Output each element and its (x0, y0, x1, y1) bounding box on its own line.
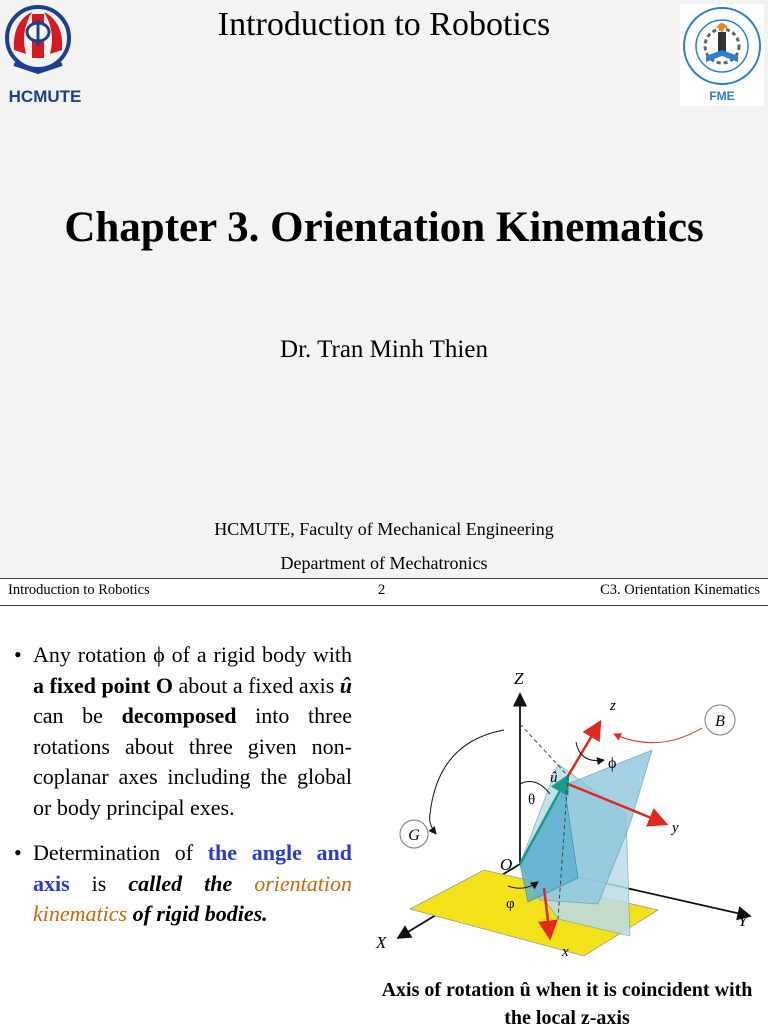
author-name: Dr. Tran Minh Thien (280, 336, 488, 363)
label-Y: Y (738, 911, 748, 930)
slide-footer (0, 578, 768, 606)
bullet-dot: • (14, 840, 22, 865)
label-B: B (715, 713, 725, 730)
content-bullets (12, 640, 352, 930)
svg-text:FME: FME (709, 89, 735, 103)
label-Z: Z (514, 669, 524, 688)
label-phi: ϕ (608, 755, 617, 772)
department-name: Department of Mechatronics (280, 553, 488, 573)
chapter-title: Chapter 3. Orientation Kinematics (64, 204, 704, 251)
footer-chapter: C3. Orientation Kinematics (600, 582, 760, 598)
b-connector (614, 728, 702, 743)
label-X: X (376, 933, 387, 952)
label-varphi: φ (506, 896, 515, 912)
label-x: x (562, 944, 569, 960)
local-z-axis (568, 722, 600, 776)
label-y: y (672, 820, 679, 836)
bullet-rotation-decomposition: • Any rotation ϕ of a rigid body with a fixed point O about a fixed axis û can be decomposed into three rotations about three given non-coplanar axes including the global or body principal exes. (14, 642, 353, 820)
label-theta: θ (528, 792, 536, 808)
bullet-dot: • (14, 642, 22, 667)
label-O: O (500, 855, 513, 874)
course-title: Introduction to Robotics (217, 6, 551, 43)
footer-course: Introduction to Robotics (8, 582, 150, 598)
bullet-orientation-kinematics: • Determination of the angle and axis is called the orientation kinematics of rigid bodies. (14, 840, 352, 926)
fme-logo (680, 4, 764, 106)
faculty-name: HCMUTE, Faculty of Mechanical Engineering (214, 519, 554, 539)
label-u-hat: û (550, 770, 558, 786)
figure-caption: Axis of rotation û when it is coincident with the local z-axis (381, 979, 753, 1029)
label-z: z (610, 698, 616, 714)
svg-text:HCMUTE: HCMUTE (8, 87, 82, 106)
footer-page-number: 2 (378, 582, 386, 598)
rotation-axis-figure (368, 664, 766, 972)
label-G: G (408, 827, 420, 844)
g-connector (430, 730, 504, 834)
